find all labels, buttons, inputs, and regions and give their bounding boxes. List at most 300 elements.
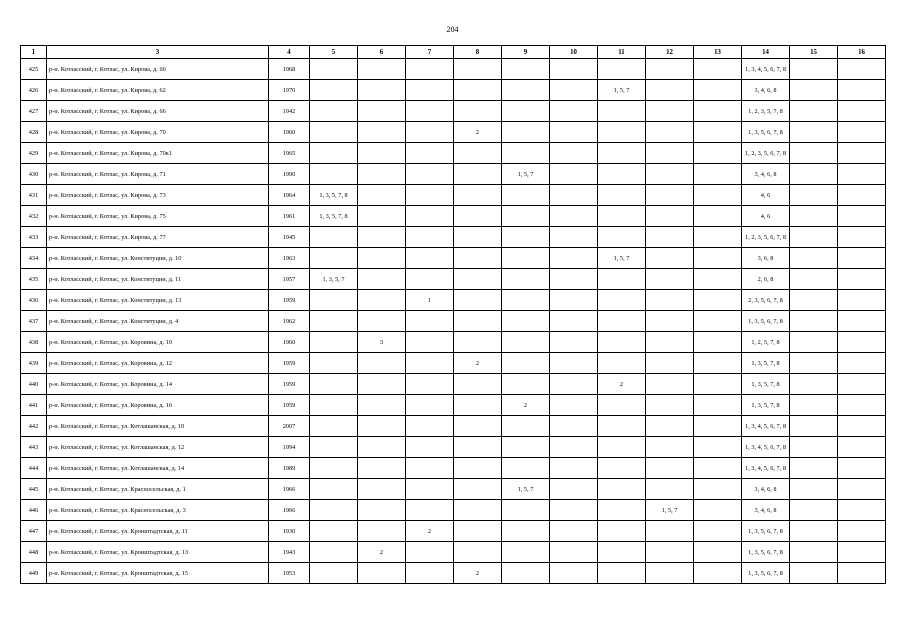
table-cell xyxy=(550,143,598,164)
table-cell xyxy=(790,80,838,101)
table-cell: 2 xyxy=(502,395,550,416)
table-cell xyxy=(598,311,646,332)
table-cell xyxy=(694,143,742,164)
table-cell: 2007 xyxy=(269,416,310,437)
row-number: 447 xyxy=(21,521,47,542)
table-cell xyxy=(598,500,646,521)
table-cell xyxy=(790,101,838,122)
table-cell: 1965 xyxy=(269,143,310,164)
table-cell xyxy=(838,122,886,143)
table-cell xyxy=(646,374,694,395)
table-cell xyxy=(406,206,454,227)
table-cell xyxy=(838,248,886,269)
table-row xyxy=(21,479,886,500)
table-cell xyxy=(646,164,694,185)
table-cell xyxy=(838,458,886,479)
table-cell xyxy=(790,332,838,353)
table-cell xyxy=(790,143,838,164)
table-cell xyxy=(598,332,646,353)
table-cell xyxy=(406,143,454,164)
table-cell xyxy=(598,101,646,122)
table-cell xyxy=(550,311,598,332)
table-cell xyxy=(838,101,886,122)
table-cell: 2 xyxy=(406,521,454,542)
table-cell: 1, 3, 5, 7 xyxy=(310,269,358,290)
table-cell: 1968 xyxy=(269,59,310,80)
table-cell xyxy=(406,353,454,374)
table-cell xyxy=(790,521,838,542)
table-cell: 2 xyxy=(598,374,646,395)
table-cell: 2, 6, 8 xyxy=(742,269,790,290)
column-header: 15 xyxy=(790,46,838,59)
table-cell xyxy=(310,164,358,185)
table-cell xyxy=(646,269,694,290)
row-number: 442 xyxy=(21,416,47,437)
table-cell: 1966 xyxy=(269,479,310,500)
table-cell xyxy=(838,353,886,374)
table-cell xyxy=(358,185,406,206)
table-cell xyxy=(646,542,694,563)
table-cell: 3 xyxy=(358,332,406,353)
table-cell xyxy=(310,101,358,122)
table-cell xyxy=(790,416,838,437)
address-cell: р-н. Котласский, г. Котлас, ул. Кирова, д. 66 xyxy=(47,101,269,122)
address-cell: р-н. Котласский, г. Котлас, ул. Конституции, д. 13 xyxy=(47,290,269,311)
table-cell xyxy=(838,164,886,185)
table-row xyxy=(21,164,886,185)
table-cell xyxy=(598,521,646,542)
table-cell: 1, 5, 7 xyxy=(502,479,550,500)
table-row xyxy=(21,332,886,353)
address-cell: р-н. Котласский, г. Котлас, ул. Кирова, д. 75 xyxy=(47,206,269,227)
table-cell xyxy=(694,479,742,500)
table-cell: 3, 6, 8 xyxy=(742,248,790,269)
table-cell: 1, 3, 5, 6, 7, 8 xyxy=(742,311,790,332)
row-number: 426 xyxy=(21,80,47,101)
table-cell xyxy=(646,416,694,437)
table-cell xyxy=(838,563,886,584)
row-number: 430 xyxy=(21,164,47,185)
table-cell: 2 xyxy=(454,353,502,374)
table-cell xyxy=(454,395,502,416)
table-cell xyxy=(694,185,742,206)
table-cell: 1, 3, 5, 7, 8 xyxy=(310,206,358,227)
table-cell xyxy=(454,206,502,227)
table-row xyxy=(21,248,886,269)
table-cell xyxy=(694,80,742,101)
column-header: 13 xyxy=(694,46,742,59)
table-cell xyxy=(838,437,886,458)
table-cell xyxy=(502,458,550,479)
table-cell xyxy=(310,374,358,395)
table-cell xyxy=(406,248,454,269)
table-cell xyxy=(550,206,598,227)
row-number: 436 xyxy=(21,290,47,311)
table-cell xyxy=(550,248,598,269)
table-cell xyxy=(502,500,550,521)
column-header: 3 xyxy=(47,46,269,59)
address-cell: р-н. Котласский, г. Котлас, ул. Кирова, д. 70 xyxy=(47,122,269,143)
address-cell: р-н. Котласский, г. Котлас, ул. Кирова, д. 71 xyxy=(47,164,269,185)
table-cell xyxy=(358,143,406,164)
table-cell xyxy=(454,164,502,185)
table-cell xyxy=(790,374,838,395)
table-cell xyxy=(502,542,550,563)
table-cell xyxy=(790,479,838,500)
table-row xyxy=(21,269,886,290)
row-number: 440 xyxy=(21,374,47,395)
table-cell xyxy=(358,59,406,80)
table-cell xyxy=(694,164,742,185)
table-cell xyxy=(310,395,358,416)
table-cell xyxy=(358,122,406,143)
column-header: 5 xyxy=(310,46,358,59)
table-cell xyxy=(694,542,742,563)
table-cell xyxy=(598,185,646,206)
table-cell xyxy=(406,59,454,80)
table-cell xyxy=(790,563,838,584)
table-cell xyxy=(598,563,646,584)
table-cell xyxy=(838,269,886,290)
table-cell xyxy=(598,542,646,563)
table-cell xyxy=(598,143,646,164)
table-cell xyxy=(694,353,742,374)
table-cell xyxy=(550,80,598,101)
row-number: 432 xyxy=(21,206,47,227)
table-cell: 2 xyxy=(358,542,406,563)
table-cell: 1930 xyxy=(269,521,310,542)
table-cell xyxy=(550,227,598,248)
table-row xyxy=(21,395,886,416)
table-cell xyxy=(310,458,358,479)
table-cell: 1970 xyxy=(269,80,310,101)
table-row xyxy=(21,563,886,584)
row-number: 438 xyxy=(21,332,47,353)
address-cell: р-н. Котласский, г. Котлас, ул. Котлашанская, д. 12 xyxy=(47,437,269,458)
table-cell xyxy=(646,80,694,101)
table-row xyxy=(21,59,886,80)
table-cell: 3, 4, 6, 8 xyxy=(742,500,790,521)
column-header: 1 xyxy=(21,46,47,59)
table-cell xyxy=(502,374,550,395)
table-cell xyxy=(838,416,886,437)
table-cell xyxy=(790,227,838,248)
table-cell xyxy=(550,332,598,353)
table-cell xyxy=(598,269,646,290)
table-cell xyxy=(406,479,454,500)
table-cell: 2 xyxy=(454,122,502,143)
table-cell: 1, 3, 4, 5, 6, 7, 8 xyxy=(742,458,790,479)
table-cell xyxy=(358,164,406,185)
table-cell xyxy=(550,374,598,395)
address-cell: р-н. Котласский, г. Котлас, ул. Коровина, д. 10 xyxy=(47,332,269,353)
table-cell: 1, 3, 5, 6, 7, 8 xyxy=(742,122,790,143)
table-row xyxy=(21,353,886,374)
table-cell xyxy=(454,143,502,164)
table-cell xyxy=(694,122,742,143)
table-cell xyxy=(310,311,358,332)
column-header: 7 xyxy=(406,46,454,59)
table-cell: 3, 4, 6, 8 xyxy=(742,80,790,101)
row-number: 443 xyxy=(21,437,47,458)
page-number: 204 xyxy=(446,25,459,34)
table-cell: 1, 3, 5, 6, 7, 8 xyxy=(742,521,790,542)
address-cell: р-н. Котласский, г. Котлас, ул. Коровина, д. 14 xyxy=(47,374,269,395)
table-cell: 1, 2, 3, 5, 7, 8 xyxy=(742,101,790,122)
table-cell xyxy=(454,479,502,500)
table-cell xyxy=(598,458,646,479)
column-header: 8 xyxy=(454,46,502,59)
table-cell xyxy=(406,395,454,416)
table-cell xyxy=(790,59,838,80)
table-cell xyxy=(310,500,358,521)
address-cell: р-н. Котласский, г. Котлас, ул. Коровина, д. 12 xyxy=(47,353,269,374)
address-cell: р-н. Котласский, г. Котлас, ул. Конституции, д. 4 xyxy=(47,311,269,332)
table-cell xyxy=(838,332,886,353)
table-cell xyxy=(502,248,550,269)
table-cell: 1959 xyxy=(269,353,310,374)
address-cell: р-н. Котласский, г. Котлас, ул. Кронштадтская, д. 11 xyxy=(47,521,269,542)
table-cell xyxy=(838,290,886,311)
table-cell xyxy=(790,185,838,206)
table-cell xyxy=(502,269,550,290)
column-header: 6 xyxy=(358,46,406,59)
table-cell xyxy=(358,101,406,122)
table-cell xyxy=(790,290,838,311)
table-row xyxy=(21,290,886,311)
table-cell xyxy=(310,248,358,269)
table-cell xyxy=(646,227,694,248)
table-cell xyxy=(550,500,598,521)
table-cell xyxy=(694,269,742,290)
table-row xyxy=(21,458,886,479)
header-row xyxy=(21,46,886,59)
table-cell xyxy=(694,59,742,80)
table-cell xyxy=(838,80,886,101)
table-cell xyxy=(310,353,358,374)
table-cell xyxy=(310,122,358,143)
table-cell xyxy=(790,458,838,479)
table-cell xyxy=(838,395,886,416)
table-cell xyxy=(454,500,502,521)
table-cell xyxy=(454,59,502,80)
column-header: 14 xyxy=(742,46,790,59)
table-cell xyxy=(502,521,550,542)
row-number: 437 xyxy=(21,311,47,332)
table-cell xyxy=(454,269,502,290)
table-cell xyxy=(454,542,502,563)
table-cell xyxy=(838,206,886,227)
table-cell xyxy=(550,563,598,584)
table-cell xyxy=(310,59,358,80)
address-cell: р-н. Котласский, г. Котлас, ул. Кирова, д. 62 xyxy=(47,80,269,101)
table-cell xyxy=(646,248,694,269)
table-cell xyxy=(550,122,598,143)
table-cell xyxy=(406,164,454,185)
table-cell xyxy=(502,185,550,206)
table-cell xyxy=(502,290,550,311)
table-cell xyxy=(694,227,742,248)
table-row xyxy=(21,80,886,101)
table-cell xyxy=(694,290,742,311)
table-cell xyxy=(358,374,406,395)
table-cell: 1, 5, 7 xyxy=(598,80,646,101)
table-cell xyxy=(310,143,358,164)
row-number: 425 xyxy=(21,59,47,80)
table-cell xyxy=(694,437,742,458)
table-row xyxy=(21,311,886,332)
table-cell xyxy=(502,563,550,584)
table-cell xyxy=(790,248,838,269)
table-cell xyxy=(598,122,646,143)
table-cell xyxy=(838,311,886,332)
table-cell xyxy=(598,206,646,227)
row-number: 441 xyxy=(21,395,47,416)
table-cell xyxy=(646,437,694,458)
table-cell xyxy=(358,290,406,311)
table-cell xyxy=(790,353,838,374)
table-cell xyxy=(646,122,694,143)
table-cell: 1957 xyxy=(269,269,310,290)
table-cell xyxy=(310,332,358,353)
table-cell xyxy=(358,563,406,584)
table-cell xyxy=(550,479,598,500)
table-cell xyxy=(358,416,406,437)
table-cell: 1, 2, 3, 5, 6, 7, 8 xyxy=(742,143,790,164)
column-header: 12 xyxy=(646,46,694,59)
table-cell: 1, 3, 5, 7, 8 xyxy=(310,185,358,206)
table-cell xyxy=(838,227,886,248)
row-number: 433 xyxy=(21,227,47,248)
table-cell xyxy=(454,311,502,332)
register-table xyxy=(20,45,886,584)
row-number: 429 xyxy=(21,143,47,164)
table-cell: 4, 6 xyxy=(742,185,790,206)
table-cell xyxy=(694,416,742,437)
table-cell xyxy=(502,416,550,437)
table-cell xyxy=(358,437,406,458)
row-number: 448 xyxy=(21,542,47,563)
table-cell xyxy=(310,290,358,311)
table-cell: 1959 xyxy=(269,395,310,416)
table-cell xyxy=(838,479,886,500)
table-cell xyxy=(694,101,742,122)
table-cell: 1990 xyxy=(269,164,310,185)
table-cell xyxy=(406,311,454,332)
address-cell: р-н. Котласский, г. Котлас, ул. Кирова, д. 77 xyxy=(47,227,269,248)
table-cell: 1942 xyxy=(269,101,310,122)
table-cell xyxy=(502,59,550,80)
table-cell xyxy=(310,479,358,500)
table-cell: 1, 3, 5, 7, 8 xyxy=(742,395,790,416)
address-cell: р-н. Котласский, г. Котлас, ул. Кирова, д. 60 xyxy=(47,59,269,80)
table-cell: 1, 3, 4, 5, 6, 7, 8 xyxy=(742,59,790,80)
table-cell xyxy=(646,395,694,416)
table-cell xyxy=(454,332,502,353)
table-cell xyxy=(646,290,694,311)
table-cell xyxy=(406,563,454,584)
table-cell xyxy=(646,206,694,227)
row-number: 439 xyxy=(21,353,47,374)
table-cell xyxy=(454,80,502,101)
table-cell xyxy=(454,101,502,122)
table-cell xyxy=(598,59,646,80)
table-cell xyxy=(694,248,742,269)
table-cell xyxy=(502,227,550,248)
table-cell: 1960 xyxy=(269,332,310,353)
table-cell xyxy=(358,500,406,521)
table-cell xyxy=(406,437,454,458)
table-cell xyxy=(694,458,742,479)
table-cell xyxy=(790,164,838,185)
table-cell xyxy=(790,122,838,143)
row-number: 446 xyxy=(21,500,47,521)
table-cell: 1 xyxy=(406,290,454,311)
table-cell xyxy=(646,185,694,206)
row-number: 427 xyxy=(21,101,47,122)
table-cell xyxy=(646,59,694,80)
table-cell xyxy=(598,395,646,416)
table-cell: 1, 5, 7 xyxy=(646,500,694,521)
table-row xyxy=(21,227,886,248)
address-cell: р-н. Котласский, г. Котлас, ул. Кирова, д. 70к1 xyxy=(47,143,269,164)
table-cell xyxy=(550,353,598,374)
table-row xyxy=(21,143,886,164)
row-number: 445 xyxy=(21,479,47,500)
table-cell xyxy=(406,374,454,395)
table-cell xyxy=(502,143,550,164)
table-cell xyxy=(598,227,646,248)
table-cell xyxy=(406,227,454,248)
table-cell xyxy=(310,80,358,101)
table-cell: 1, 2, 5, 7, 8 xyxy=(742,332,790,353)
table-cell xyxy=(598,164,646,185)
row-number: 435 xyxy=(21,269,47,290)
table-row xyxy=(21,122,886,143)
table-cell xyxy=(694,332,742,353)
address-cell: р-н. Котласский, г. Котлас, ул. Кирова, д. 73 xyxy=(47,185,269,206)
table-cell xyxy=(358,353,406,374)
table-cell xyxy=(406,185,454,206)
table-cell: 1, 3, 4, 5, 6, 7, 8 xyxy=(742,437,790,458)
table-cell xyxy=(358,206,406,227)
table-cell xyxy=(694,311,742,332)
table-cell xyxy=(406,332,454,353)
table-cell xyxy=(646,332,694,353)
table-cell: 1945 xyxy=(269,227,310,248)
table-cell: 1953 xyxy=(269,563,310,584)
table-cell xyxy=(502,311,550,332)
table-cell xyxy=(406,122,454,143)
address-cell: р-н. Котласский, г. Котлас, ул. Котлашанская, д. 14 xyxy=(47,458,269,479)
table-cell: 1, 3, 5, 7, 8 xyxy=(742,353,790,374)
table-cell xyxy=(502,206,550,227)
table-cell xyxy=(598,437,646,458)
table-row xyxy=(21,185,886,206)
table-cell xyxy=(550,395,598,416)
table-cell xyxy=(358,311,406,332)
table-cell xyxy=(838,59,886,80)
table-cell: 1, 3, 4, 5, 6, 7, 8 xyxy=(742,416,790,437)
table-cell xyxy=(694,521,742,542)
table-cell: 1964 xyxy=(269,185,310,206)
table-cell xyxy=(406,269,454,290)
address-cell: р-н. Котласский, г. Котлас, ул. Коровина, д. 16 xyxy=(47,395,269,416)
table-cell xyxy=(406,80,454,101)
table-cell xyxy=(310,542,358,563)
address-cell: р-н. Котласский, г. Котлас, ул. Кронштадтская, д. 13 xyxy=(47,542,269,563)
table-cell xyxy=(454,458,502,479)
